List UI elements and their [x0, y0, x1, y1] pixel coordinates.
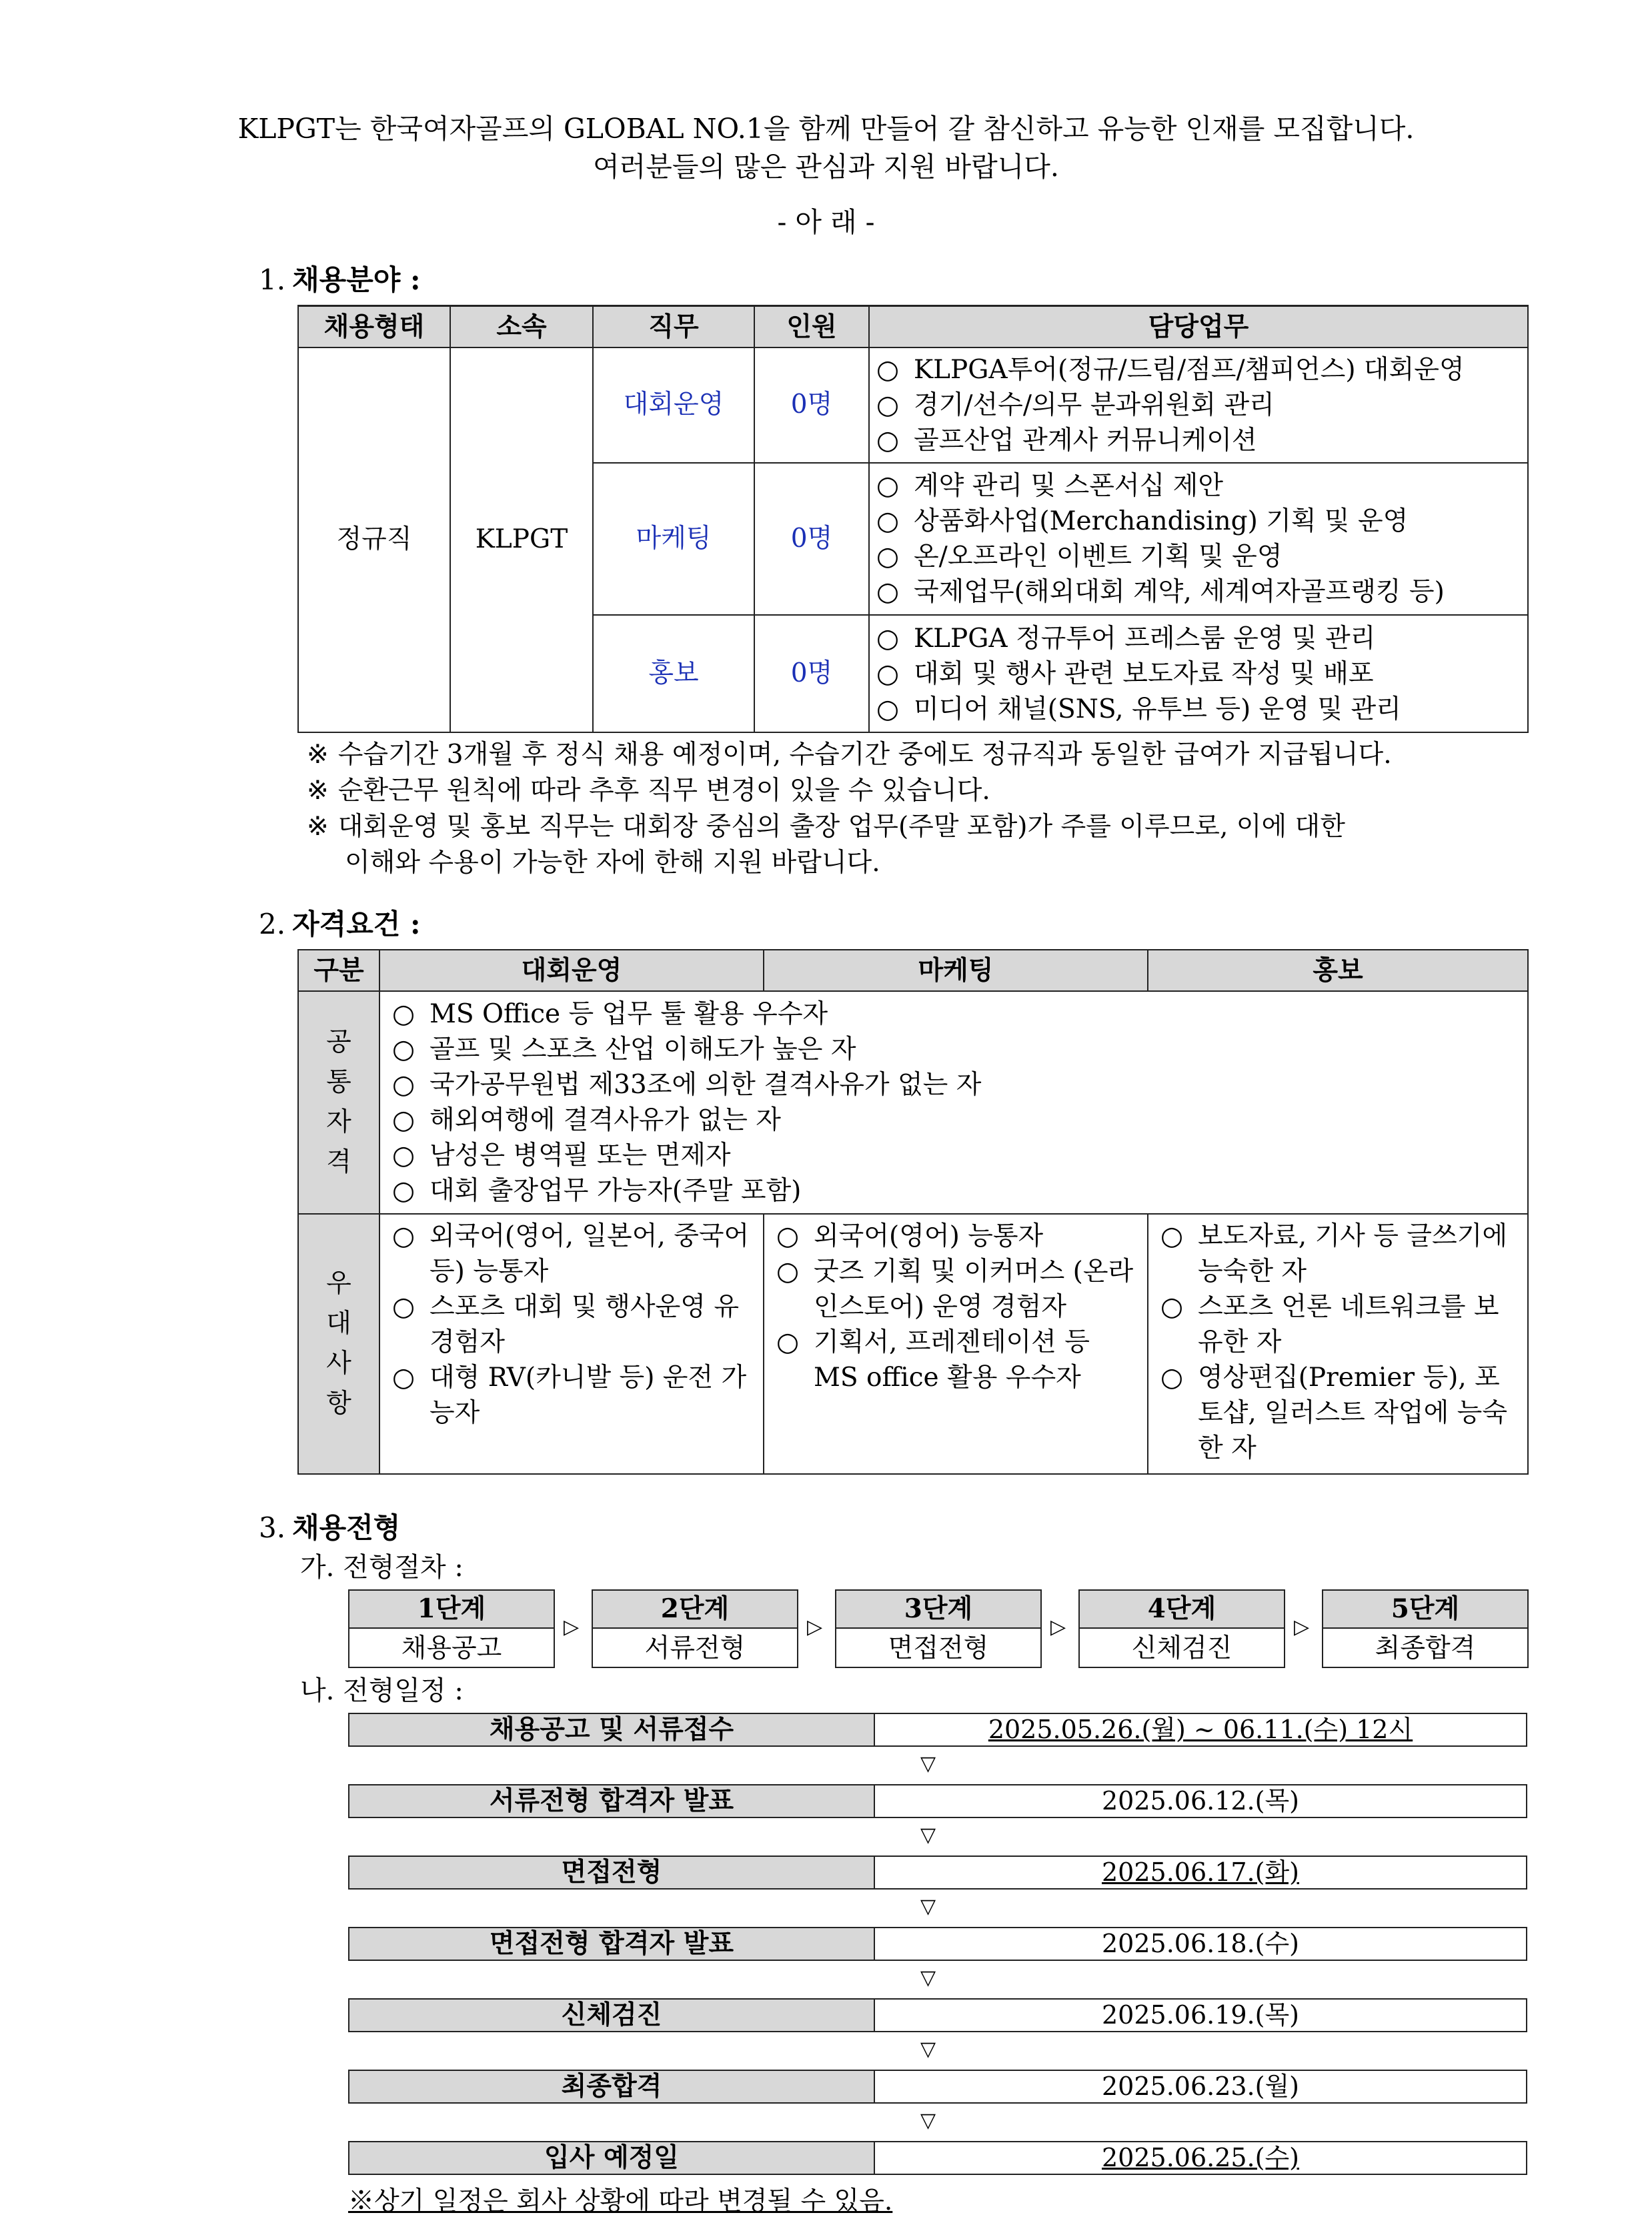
schedule-date [875, 2071, 1526, 2102]
process-subtitle: 가. 전형절차 : [300, 1552, 464, 1583]
qualification-text: 해외여행에 결격사유가 없는 자 [430, 1105, 781, 1135]
list-item [876, 621, 1521, 656]
date-text: 2025.06.12.(목) [1101, 1786, 1299, 1815]
right-triangle-arrow-icon: ▷ [1294, 1615, 1310, 1639]
circle-bullet-icon: ○ [776, 1327, 800, 1357]
list-item [392, 1102, 1515, 1138]
header-cell: 마케팅 [764, 950, 1148, 991]
schedule-label: 채용공고 및 서류접수 [349, 1714, 875, 1745]
duty-text: 미디어 채널(SNS, 유투브 등) 운영 및 관리 [914, 694, 1401, 724]
duty-text: 국제업무(해외대회 계약, 세계여자골프랭킹 등) [914, 577, 1445, 607]
schedule-date [875, 2000, 1526, 2031]
duty-text: KLPGA 정규투어 프레스룸 운영 및 관리 [914, 623, 1376, 654]
step-head: 4단계 [1080, 1591, 1284, 1629]
schedule-row [348, 2141, 1527, 2175]
intro [0, 110, 1652, 241]
circle-bullet-icon: ○ [876, 542, 900, 572]
step-head: 1단계 [349, 1591, 554, 1629]
list-item [392, 1289, 751, 1360]
date-text: 2025.06.17.(화) [1101, 1858, 1299, 1887]
duty-text: KLPGA투어(정규/드림/점프/챔피언스) 대회운영 [914, 355, 1465, 385]
down-triangle-arrow-icon: ▽ [920, 2038, 936, 2061]
header-cell: 직무 [593, 306, 754, 348]
duty-cell [869, 615, 1528, 732]
schedule-row [348, 1998, 1527, 2032]
schedule-row [348, 1927, 1527, 1961]
employment-type-cell: 정규직 [298, 347, 450, 732]
circle-bullet-icon: ○ [1160, 1363, 1184, 1393]
count-cell: 0명 [754, 463, 869, 615]
section-title-text: 채용분야 : [292, 263, 421, 296]
date-text: 2025.06.23.(월) [1101, 2072, 1299, 2101]
preference-row [298, 1214, 1528, 1474]
schedule-footnote: ※상기 일정은 회사 상황에 따라 변경될 수 있음. [348, 2186, 893, 2216]
duty-text: 경기/선수/의무 분과위원회 관리 [914, 390, 1275, 420]
down-triangle-arrow-icon: ▽ [920, 1823, 936, 1847]
list-item [392, 996, 1515, 1032]
section-title-text: 채용전형 [292, 1511, 401, 1544]
circle-bullet-icon: ○ [876, 355, 900, 385]
circle-bullet-icon: ○ [876, 390, 900, 420]
qualification-text: 남성은 병역필 또는 면제자 [430, 1141, 731, 1171]
preference-list-marketing [764, 1214, 1148, 1474]
step-box [592, 1589, 798, 1668]
count-cell: 0명 [754, 615, 869, 732]
list-item [392, 1032, 1515, 1067]
list-item [392, 1360, 751, 1431]
step-box [348, 1589, 555, 1668]
label-char: 사 [326, 1349, 351, 1379]
schedule-row [348, 1713, 1527, 1747]
right-triangle-arrow-icon: ▷ [807, 1615, 823, 1639]
note-item [307, 809, 1392, 845]
header-cell: 홍보 [1148, 950, 1528, 991]
schedule-label: 서류전형 합격자 발표 [349, 1785, 875, 1817]
schedule-row [348, 1855, 1527, 1890]
schedule-date [875, 1928, 1526, 1960]
affiliation-cell: KLPGT [450, 347, 593, 732]
reference-mark-icon: ※ [307, 740, 329, 770]
schedule-label: 입사 예정일 [349, 2142, 875, 2174]
circle-bullet-icon: ○ [776, 1221, 800, 1251]
schedule-label: 면접전형 합격자 발표 [349, 1928, 875, 1960]
note-text: 순환근무 원칙에 따라 추후 직무 변경이 있을 수 있습니다. [337, 776, 990, 806]
date-text: 2025.05.26.(월) ~ 06.11.(수) 12시 [988, 1715, 1413, 1744]
circle-bullet-icon: ○ [1160, 1221, 1184, 1251]
duty-text: 상품화사업(Merchandising) 기획 및 운영 [914, 506, 1409, 536]
list-item [876, 468, 1521, 504]
preference-list-pr [1148, 1214, 1528, 1474]
step-head: 3단계 [836, 1591, 1040, 1629]
date-text: 2025.06.25.(수) [1101, 2143, 1299, 2172]
duty-cell [869, 347, 1528, 463]
label-char: 통 [326, 1067, 351, 1097]
down-triangle-arrow-icon: ▽ [920, 1966, 936, 1990]
step-body: 채용공고 [401, 1633, 502, 1663]
common-label [298, 991, 379, 1214]
preference-text: 스포츠 대회 및 행사운영 유경험자 [430, 1292, 740, 1357]
down-triangle-arrow-icon: ▽ [920, 2109, 936, 2132]
qualification-text: 대회 출장업무 가능자(주말 포함) [430, 1176, 802, 1206]
list-item [776, 1325, 1135, 1395]
list-item [876, 423, 1521, 458]
table-header-row [298, 306, 1528, 348]
schedule-date [875, 1785, 1526, 1817]
preference-text: 기획서, 프레젠테이션 등 MS office 활용 우수자 [814, 1327, 1090, 1393]
circle-bullet-icon: ○ [392, 1034, 416, 1064]
schedule-label: 신체검진 [349, 2000, 875, 2031]
job-cell: 마케팅 [593, 463, 754, 615]
qualification-text: 국가공무원법 제33조에 의한 결격사유가 없는 자 [430, 1070, 982, 1100]
schedule-date [875, 2142, 1526, 2174]
preference-text: 외국어(영어) 능통자 [814, 1221, 1044, 1251]
circle-bullet-icon: ○ [392, 1363, 416, 1393]
list-item [776, 1254, 1135, 1325]
header-cell: 인원 [754, 306, 869, 348]
step-box [835, 1589, 1042, 1668]
preference-text: 보도자료, 기사 등 글쓰기에 능숙한 자 [1198, 1221, 1508, 1287]
preference-text: 굿즈 기획 및 이커머스 (온라인스토어) 운영 경험자 [814, 1257, 1134, 1322]
circle-bullet-icon: ○ [392, 999, 416, 1029]
recruit-field-table [297, 305, 1529, 733]
intro-separator: - 아 래 - [777, 206, 875, 238]
section-number: 1. [259, 263, 286, 296]
list-item [876, 352, 1521, 388]
label-char: 우 [326, 1269, 351, 1299]
circle-bullet-icon: ○ [876, 623, 900, 654]
circle-bullet-icon: ○ [392, 1105, 416, 1135]
note-text: 수습기간 3개월 후 정식 채용 예정이며, 수습기간 중에도 정규직과 동일한 급여가 지급됩니다. [337, 740, 1392, 770]
list-item [1160, 1219, 1515, 1289]
qualification-text: MS Office 등 업무 툴 활용 우수자 [430, 999, 828, 1029]
step-box [1078, 1589, 1285, 1668]
intro-line-2: 여러분들의 많은 관심과 지원 바랍니다. [593, 151, 1059, 183]
section-number: 2. [259, 908, 286, 940]
list-item [876, 388, 1521, 423]
step-head: 5단계 [1323, 1591, 1527, 1629]
duty-text: 대회 및 행사 관련 보도자료 작성 및 배포 [914, 658, 1374, 689]
circle-bullet-icon: ○ [392, 1176, 416, 1206]
label-char: 공 [326, 1027, 351, 1057]
circle-bullet-icon: ○ [776, 1257, 800, 1287]
circle-bullet-icon: ○ [876, 471, 900, 501]
list-item [392, 1138, 1515, 1173]
preference-list-operations [379, 1214, 764, 1474]
circle-bullet-icon: ○ [392, 1221, 416, 1251]
preference-text: 스포츠 언론 네트워크를 보유한 자 [1198, 1292, 1499, 1357]
schedule-label: 면접전형 [349, 1857, 875, 1888]
list-item [1160, 1360, 1515, 1466]
count-cell: 0명 [754, 347, 869, 463]
list-item [392, 1173, 1515, 1209]
note-item [307, 773, 1392, 809]
label-char: 격 [326, 1147, 351, 1177]
schedule-subtitle: 나. 전형일정 : [300, 1675, 464, 1706]
circle-bullet-icon: ○ [876, 506, 900, 536]
reference-mark-icon: ※ [307, 776, 329, 806]
notes [307, 737, 1392, 881]
circle-bullet-icon: ○ [876, 577, 900, 607]
step-body: 최종합격 [1375, 1633, 1476, 1663]
schedule-row [348, 1784, 1527, 1818]
intro-line-1: KLPGT는 한국여자골프의 GLOBAL NO.1을 함께 만들어 갈 참신하고 유능한 인재를 모집합니다. [237, 113, 1415, 145]
table-row [298, 347, 1528, 463]
preference-text: 대형 RV(카니발 등) 운전 가능자 [430, 1363, 747, 1428]
step-body: 서류전형 [644, 1633, 746, 1663]
circle-bullet-icon: ○ [876, 426, 900, 456]
section-number: 3. [259, 1511, 286, 1544]
schedule-row [348, 2070, 1527, 2104]
label-char: 자 [326, 1107, 351, 1137]
right-triangle-arrow-icon: ▷ [564, 1615, 580, 1639]
header-cell: 담당업무 [869, 306, 1528, 348]
common-qualification-list [379, 991, 1528, 1214]
header-cell: 소속 [450, 306, 593, 348]
section-title-text: 자격요건 : [292, 908, 421, 940]
list-item [876, 574, 1521, 610]
section-2-title [259, 906, 421, 944]
schedule-date [875, 1857, 1526, 1888]
schedule-label: 최종합격 [349, 2071, 875, 2102]
section-3-title [259, 1509, 400, 1547]
note-text: 대회운영 및 홍보 직무는 대회장 중심의 출장 업무(주말 포함)가 주를 이루므로, 이에 대한 [337, 812, 1345, 842]
step-head: 2단계 [593, 1591, 797, 1629]
right-triangle-arrow-icon: ▷ [1050, 1615, 1066, 1639]
note-continuation: 이해와 수용이 가능한 자에 한해 지원 바랍니다. [345, 848, 880, 878]
step-box [1322, 1589, 1529, 1668]
down-triangle-arrow-icon: ▽ [920, 1895, 936, 1918]
duty-text: 온/오프라인 이벤트 기획 및 운영 [914, 542, 1283, 572]
header-cell: 채용형태 [298, 306, 450, 348]
circle-bullet-icon: ○ [1160, 1292, 1184, 1322]
header-cell: 대회운영 [379, 950, 764, 991]
table-header-row [298, 950, 1528, 991]
list-item [876, 656, 1521, 692]
common-qualification-row [298, 991, 1528, 1214]
circle-bullet-icon: ○ [876, 694, 900, 724]
job-cell: 홍보 [593, 615, 754, 732]
circle-bullet-icon: ○ [392, 1292, 416, 1322]
down-triangle-arrow-icon: ▽ [920, 1752, 936, 1775]
list-item [392, 1067, 1515, 1102]
list-item [876, 539, 1521, 574]
step-body: 면접전형 [888, 1633, 989, 1663]
header-cell: 구분 [298, 950, 379, 991]
date-text: 2025.06.19.(목) [1101, 2000, 1299, 2030]
duty-text: 계약 관리 및 스폰서십 제안 [914, 471, 1224, 501]
schedule-date [875, 1714, 1526, 1745]
duty-cell [869, 463, 1528, 615]
label-char: 대 [326, 1309, 351, 1339]
qualification-table [297, 949, 1529, 1475]
list-item [876, 504, 1521, 539]
list-item [876, 692, 1521, 727]
reference-mark-icon: ※ [307, 812, 329, 842]
circle-bullet-icon: ○ [392, 1070, 416, 1100]
circle-bullet-icon: ○ [392, 1141, 416, 1171]
preference-label [298, 1214, 379, 1474]
list-item [392, 1219, 751, 1289]
section-1-title [259, 261, 421, 299]
duty-text: 골프산업 관계사 커뮤니케이션 [914, 426, 1257, 456]
step-body: 신체검진 [1131, 1633, 1232, 1663]
qualification-text: 골프 및 스포츠 산업 이해도가 높은 자 [430, 1034, 856, 1064]
note-item [307, 737, 1392, 773]
circle-bullet-icon: ○ [876, 658, 900, 689]
date-text: 2025.06.18.(수) [1101, 1929, 1299, 1958]
preference-text: 외국어(영어, 일본어, 중국어 등) 능통자 [430, 1221, 750, 1287]
list-item [1160, 1289, 1515, 1360]
list-item [776, 1219, 1135, 1254]
preference-text: 영상편집(Premier 등), 포토샵, 일러스트 작업에 능숙한 자 [1198, 1363, 1508, 1463]
label-char: 항 [326, 1389, 351, 1419]
job-cell: 대회운영 [593, 347, 754, 463]
